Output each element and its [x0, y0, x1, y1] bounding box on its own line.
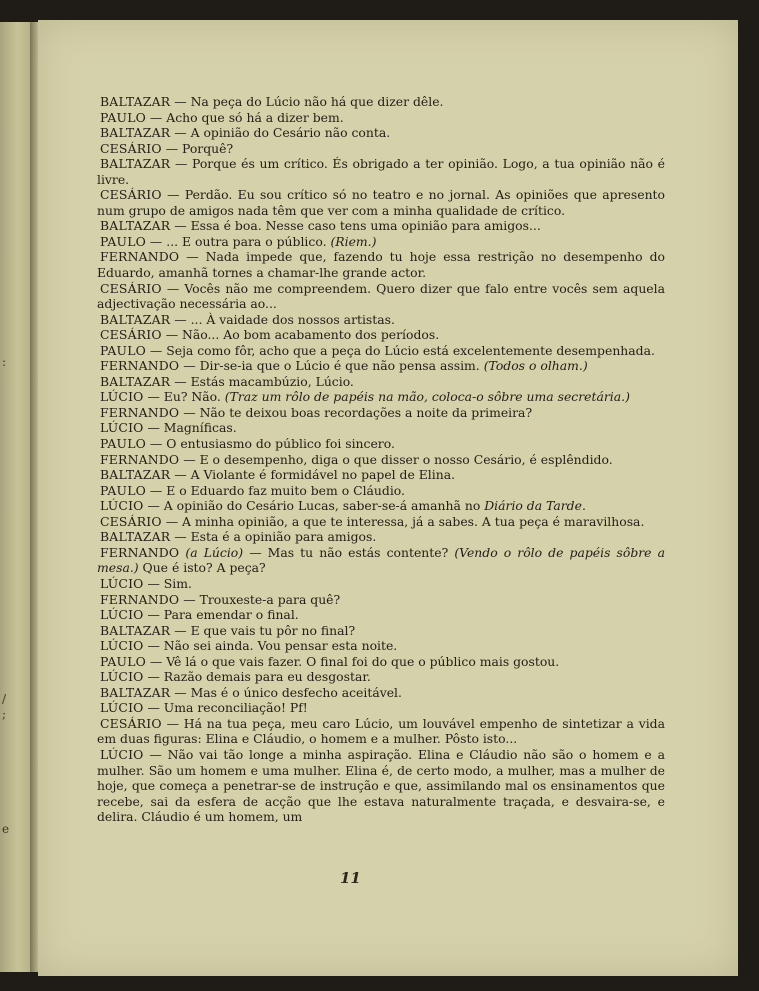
speaker-name: LÚCIO: [100, 575, 144, 591]
speech-text: — A opinião do Cesário não conta.: [170, 125, 391, 141]
speech-text: — A opinião do Cesário Lucas, saber-se-á amanhã no: [143, 498, 485, 514]
speech-text: — Trouxeste-a para quê?: [179, 591, 341, 607]
speech-text: — E o Eduardo faz muito bem o Cláudio.: [145, 482, 405, 498]
dialogue-line: [97, 358, 665, 374]
speech-text: .: [581, 498, 586, 514]
dialogue-line: [97, 498, 665, 514]
dialogue-line: [97, 281, 665, 312]
speaker-name: BALTAZAR: [100, 218, 171, 234]
speaker-name: CESÁRIO: [100, 327, 162, 343]
speaker-name: PAULO: [100, 233, 146, 249]
speech-text: — Vocês não me compreendem. Quero dizer que falo entre vocês sem aquela adjectivação necessária ao...: [97, 280, 665, 312]
dialogue-line: [97, 716, 665, 747]
dialogue-line: [97, 110, 665, 126]
dialogue-line: [97, 389, 665, 405]
dialogue-line: [97, 218, 665, 234]
dialogue-line: [97, 514, 665, 530]
speech-text: — ... À vaidade dos nossos artistas.: [170, 311, 395, 327]
dialogue-line: [97, 405, 665, 421]
speech-text: — Esta é a opinião para amigos.: [170, 529, 377, 545]
dialogue-line: [97, 638, 665, 654]
speaker-name: FERNANDO: [100, 544, 180, 560]
stage-direction: (Traz um rôlo de papéis na mão, coloca-o sôbre uma secretária.): [224, 389, 630, 405]
speech-text: — Mas é o único desfecho aceitável.: [170, 684, 402, 700]
dialogue-line: [97, 607, 665, 623]
speech-text: — Magníficas.: [143, 420, 237, 436]
margin-mark: ;: [2, 707, 7, 721]
dialogue-line: [97, 529, 665, 545]
speech-text: — Mas tu não estás contente?: [243, 544, 455, 560]
margin-mark: e: [2, 822, 10, 836]
speaker-name: BALTAZAR: [100, 467, 171, 483]
speech-text: — Acho que só há a dizer bem.: [145, 109, 344, 125]
speaker-name: PAULO: [100, 482, 146, 498]
speech-text: — Não... Ao bom acabamento dos períodos.: [161, 327, 440, 343]
speech-text: — ... E outra para o público.: [145, 233, 331, 249]
speaker-name: LÚCIO: [100, 746, 144, 762]
speech-text: — Perdão. Eu sou crítico só no teatro e no jornal. As opiniões que apresento num grupo de amigos nada têm que ver com a minha qualidade de crítico.: [97, 187, 665, 218]
dialogue-line: [97, 545, 665, 576]
speaker-name: CESÁRIO: [100, 715, 162, 731]
dialogue-line: [97, 125, 665, 141]
speech-text: — Nada impede que, fazendo tu hoje essa restrição no desempenho do Eduardo, amanhã tornes a chamar-lhe grande actor.: [97, 249, 665, 281]
dialogue-line: [97, 312, 665, 328]
stage-direction: Diário da Tarde: [484, 498, 582, 514]
speech-text: — Há na tua peça, meu caro Lúcio, um louvável empenho de sintetizar a vida em duas figuras: Elina e Cláudio, o homem e a mulher. Pôsto isto...: [97, 715, 665, 747]
speech-text: — O entusiasmo do público foi sincero.: [145, 436, 395, 452]
speaker-name: CESÁRIO: [100, 513, 162, 529]
speech-text: — Dir-se-ia que o Lúcio é que não pensa assim.: [179, 358, 484, 374]
dialogue-line: [97, 156, 665, 187]
dialogue-line: [97, 249, 665, 280]
speech-text: — Vê lá o que vais fazer. O final foi do que o público mais gostou.: [145, 653, 560, 669]
dialogue-line: [97, 700, 665, 716]
speech-text: — Eu? Não.: [143, 389, 225, 405]
stage-direction: (Todos o olham.): [483, 358, 588, 374]
speaker-name: PAULO: [100, 342, 146, 358]
speech-text: — Não sei ainda. Vou pensar esta noite.: [143, 638, 398, 654]
speaker-name: BALTAZAR: [100, 311, 171, 327]
dialogue-line: [97, 187, 665, 218]
dialogue-line: [97, 234, 665, 250]
speech-text: — Estás macambúzio, Lúcio.: [170, 373, 354, 389]
speech-text: — Na peça do Lúcio não há que dizer dêle.: [170, 94, 444, 109]
page-number: 11: [340, 869, 361, 887]
speaker-name: LÚCIO: [100, 420, 144, 436]
speaker-name: CESÁRIO: [100, 140, 162, 156]
dialogue-line: [97, 327, 665, 343]
speech-text: — Uma reconciliação! Pf!: [143, 700, 308, 716]
stage-direction: (a Lúcio): [185, 544, 244, 560]
speaker-name: BALTAZAR: [100, 529, 171, 545]
speaker-name: FERNANDO: [100, 591, 180, 607]
speaker-name: CESÁRIO: [100, 280, 162, 296]
dialogue-line: [97, 669, 665, 685]
speech-text: — Essa é boa. Nesse caso tens uma opinião para amigos...: [170, 218, 541, 234]
speech-text: — Seja como fôr, acho que a peça do Lúcio está excelentemente desempenhada.: [145, 342, 655, 358]
speaker-name: FERNANDO: [100, 404, 180, 420]
speaker-name: FERNANDO: [100, 451, 180, 467]
speech-text: — Não te deixou boas recordações a noite da primeira?: [179, 404, 533, 420]
dialogue-line: [97, 141, 665, 157]
dialogue-line: [97, 592, 665, 608]
speech-text: Que é isto? A peça?: [138, 560, 266, 576]
speaker-name: LÚCIO: [100, 607, 144, 623]
speech-text: — Sim.: [143, 575, 192, 591]
book-gutter: [30, 22, 38, 972]
speaker-name: LÚCIO: [100, 669, 144, 685]
speaker-name: FERNANDO: [100, 358, 180, 374]
speaker-name: BALTAZAR: [100, 94, 171, 109]
stage-direction: (Vendo o rôlo de papéis sôbre a mesa.): [97, 544, 665, 576]
speaker-name: PAULO: [100, 109, 146, 125]
book-page: [38, 20, 738, 976]
speaker-name: BALTAZAR: [100, 125, 171, 141]
speaker-name: BALTAZAR: [100, 156, 171, 172]
dialogue-line: [97, 576, 665, 592]
margin-mark: /: [2, 692, 7, 706]
dialogue-line: [97, 747, 665, 825]
speech-text: — Porquê?: [161, 140, 234, 156]
dialogue-line: [97, 685, 665, 701]
dialogue-line: [97, 452, 665, 468]
speech-text: — Não vai tão longe a minha aspiração. Elina e Cláudio não são o homem e a mulher. São um homem e uma mulher. Elina é, de certo modo, a mulher, mas a mulher de hoje, que começa a penetrar-se de instrução e que, assimilando mal os ensinamentos que recebe, sai da esfera de acção que lhe estava naturalmente traçada, e desvaira-se, e delira. Cláudio é um homem, um: [97, 746, 665, 825]
dialogue-line: [97, 623, 665, 639]
speech-text: — Para emendar o final.: [143, 607, 299, 623]
dialogue-line: [97, 94, 665, 110]
speaker-name: BALTAZAR: [100, 373, 171, 389]
facing-page-edge: [0, 22, 30, 972]
dialogue-line: [97, 374, 665, 390]
speaker-name: PAULO: [100, 653, 146, 669]
speech-text: — A Violante é formidável no papel de Elina.: [170, 467, 456, 483]
speech-text: — E que vais tu pôr no final?: [170, 622, 356, 638]
dialogue-line: [97, 654, 665, 670]
speech-text: — Razão demais para eu desgostar.: [143, 669, 371, 685]
dialogue-line: [97, 420, 665, 436]
speaker-name: CESÁRIO: [100, 187, 162, 203]
speaker-name: LÚCIO: [100, 700, 144, 716]
margin-mark: :: [2, 355, 7, 369]
speech-text: — E o desempenho, diga o que disser o nosso Cesário, é esplêndido.: [179, 451, 613, 467]
dialogue-text: [97, 94, 665, 825]
dialogue-line: [97, 483, 665, 499]
speaker-name: BALTAZAR: [100, 622, 171, 638]
speaker-name: LÚCIO: [100, 638, 144, 654]
stage-direction: (Riem.): [330, 233, 377, 249]
speaker-name: PAULO: [100, 436, 146, 452]
speech-text: — A minha opinião, a que te interessa, já a sabes. A tua peça é maravilhosa.: [161, 513, 645, 529]
dialogue-line: [97, 436, 665, 452]
speaker-name: LÚCIO: [100, 389, 144, 405]
speaker-name: FERNANDO: [100, 249, 180, 265]
speaker-name: LÚCIO: [100, 498, 144, 514]
dialogue-line: [97, 343, 665, 359]
dialogue-line: [97, 467, 665, 483]
speech-text: — Porque és um crítico. És obrigado a ter opinião. Logo, a tua opinião não é livre.: [97, 156, 665, 187]
speaker-name: BALTAZAR: [100, 684, 171, 700]
